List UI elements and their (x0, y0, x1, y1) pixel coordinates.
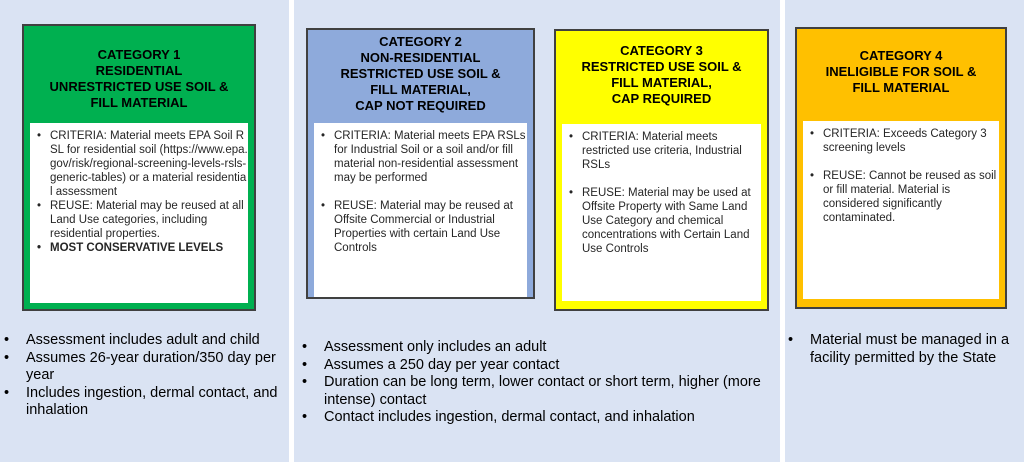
list-item: • Assumes a 250 day per year contact (324, 357, 776, 375)
category-4-title-line: CATEGORY 4 (859, 48, 943, 63)
category-3-criteria: • CRITERIA: Material meets restricted use criteria, Industrial RSLs (582, 130, 761, 172)
category-2-title (308, 34, 533, 114)
category-1-note: • MOST CONSERVATIVE LEVELS (50, 241, 248, 255)
category-1-title-line: CATEGORY 1 (97, 47, 181, 62)
list-item: • Material must be managed in a facility permitted by the State (810, 332, 1022, 367)
non-residential-notes-list (324, 339, 776, 427)
category-4-title (797, 48, 1005, 96)
category-4-body (803, 121, 999, 299)
category-3-title-line: FILL MATERIAL, (611, 75, 712, 90)
category-1-criteria: • CRITERIA: Material meets EPA Soil RSL for residential soil (https://www.epa.gov/risk/regional-screening-levels-rsls-generic-tables) or a material residential assessment (50, 129, 248, 199)
category-1-title-line: FILL MATERIAL (90, 95, 188, 110)
category-1-title-line: UNRESTRICTED USE SOIL & (49, 79, 229, 94)
list-item: • Includes ingestion, dermal contact, and inhalation (26, 385, 288, 420)
category-1-title (24, 47, 254, 111)
category-1-card (22, 24, 256, 311)
category-1-reuse: • REUSE: Material may be reused at all Land Use categories, including residential properties. (50, 199, 248, 241)
category-2-card (306, 28, 535, 299)
list-item: • Assumes 26-year duration/350 day per year (26, 350, 288, 385)
category-3-title-line: CAP REQUIRED (611, 91, 712, 106)
category-4-reuse: • REUSE: Cannot be reused as soil or fill material. Material is considered significantly contaminated. (823, 169, 999, 225)
category-2-title-line: NON-RESIDENTIAL (360, 50, 481, 65)
category-2-reuse: • REUSE: Material may be reused at Offsite Commercial or Industrial Properties with certain Land Use Controls (334, 199, 527, 255)
category-2-criteria: • CRITERIA: Material meets EPA RSLs for Industrial Soil or a soil and/or fill material non-residential assessment may be performed (334, 129, 527, 185)
category-3-body (562, 124, 761, 301)
category-4-criteria: • CRITERIA: Exceeds Category 3 screening levels (823, 127, 999, 155)
category-4-card (795, 27, 1007, 309)
residential-notes-list (26, 332, 288, 420)
list-item: • Assessment only includes an adult (324, 339, 776, 357)
list-item: • Duration can be long term, lower contact or short term, higher (more intense) contact (324, 374, 776, 409)
category-1-title-line: RESIDENTIAL (95, 63, 183, 78)
category-3-title-line: RESTRICTED USE SOIL & (581, 59, 742, 74)
category-2-title-line: FILL MATERIAL, (370, 82, 471, 97)
category-2-title-line: CATEGORY 2 (379, 34, 462, 49)
category-3-title-line: CATEGORY 3 (620, 43, 703, 58)
ineligible-notes-list (810, 332, 1022, 367)
category-4-title-line: FILL MATERIAL (852, 80, 950, 95)
category-2-body (314, 123, 527, 297)
category-1-body (30, 123, 248, 303)
category-3-title (556, 43, 767, 107)
category-4-title-line: INELIGIBLE FOR SOIL & (825, 64, 977, 79)
category-3-card (554, 29, 769, 311)
category-2-title-line: RESTRICTED USE SOIL & (340, 66, 501, 81)
list-item: • Contact includes ingestion, dermal contact, and inhalation (324, 409, 776, 427)
category-3-reuse: • REUSE: Material may be used at Offsite Property with Same Land Use Category and chemical concentrations with Certain Land Use Controls (582, 186, 761, 256)
list-item: • Assessment includes adult and child (26, 332, 288, 350)
category-2-title-line: CAP NOT REQUIRED (355, 98, 486, 113)
